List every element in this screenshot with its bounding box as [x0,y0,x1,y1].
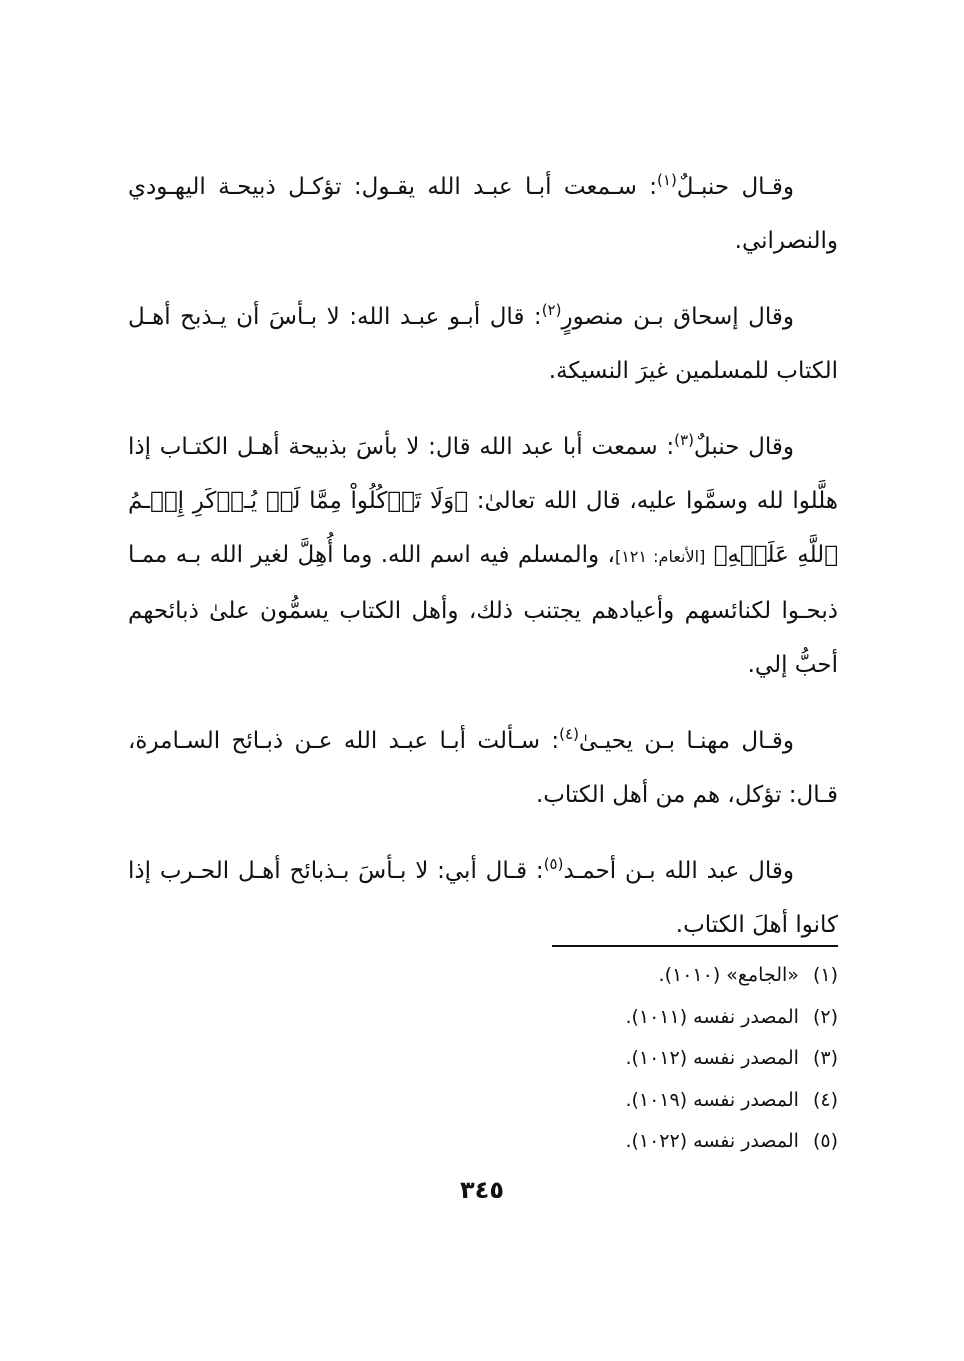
page-number: ٣٤٥ [460,1176,504,1204]
footnote-reference: (٥) [543,855,564,873]
footnote-reference: (٢) [541,301,562,319]
quran-verse: ﴿وَلَا تَأۡكُلُواْ مِمَّا لَمۡ يُـذۡكَرِ إِسۡـمُ ٱللَّهِ عَلَيۡهِ﴾ [128,488,838,568]
paragraph-text: وقـال مهنـا بـن يحيـىٰ [578,728,794,754]
paragraph-text: وقال عبد الله بـن أحمـد [563,858,794,884]
footnote-text: المصدر نفسه (١٠١٩). [625,1088,799,1111]
paragraph-1 [128,160,838,268]
footnote-number: (٢) [812,1005,838,1028]
paragraph-4 [128,714,838,822]
footnote-number: (٥) [812,1130,838,1152]
footnote-reference: (١) [657,171,677,189]
paragraph-text: وقـال حنبـلٌ [676,174,794,200]
paragraph-text: : سـمعت أبـا عبـد الله يقـول: تؤكـل ذبيحـة اليهـودي والنصراني. [128,174,838,254]
footnote-number: (٣) [812,1047,838,1069]
footnote-item [440,1080,838,1122]
paragraph-text: : سمعت أبا عبد الله قال: لا بأسَ بذبيحة أهـل الكتـاب إذا هلَّلوا لله وسمَّوا عليه، قال الله تعالىٰ: [128,434,838,514]
paragraph-5 [128,844,838,952]
footnote-item [440,997,838,1039]
paragraph-3 [128,420,838,692]
footnote-text: «الجامع» (١٠١٠). [658,964,799,986]
paragraph-text: ، والمسلم فيه اسم الله. وما أُهِلَّ لغير الله بـه ممـا ذبحـوا لكنائسهم وأعيادهم يجتنب ذلك، وأهل الكتاب يسمُّون علىٰ ذبائحهم أحبُّ إلي. [128,542,838,678]
footnote-text: المصدر نفسه (١٠٢٢). [625,1130,799,1152]
paragraph-text: وقال حنبلٌ [693,434,794,460]
footnote-number: (٤) [812,1088,838,1111]
footnote-text: المصدر نفسه (١٠١١). [625,1005,799,1028]
footnote-text: المصدر نفسه (١٠١٢). [625,1047,799,1069]
footnote-divider [552,945,838,947]
footnotes [440,955,838,1163]
footnote-reference: (٤) [559,725,579,743]
paragraph-text: : سـألت أبـا عبـد الله عـن ذبـائح السـامرة، قـال: تؤكل، هم من أهل الكتاب. [128,728,838,808]
paragraph-text: : قال أبـو عبـد الله: لا بـأسَ أن يـذبح أهـل الكتاب للمسلمين غيرَ النسيكة. [128,304,838,384]
paragraph-2 [128,290,838,398]
footnote-item [440,1121,838,1163]
footnote-reference: (٣) [674,431,694,449]
footnote-item [440,955,838,997]
paragraph-text: وقال إسحاق بـن منصورٍ [561,304,794,330]
main-text [128,160,838,974]
paragraph-text: : قـال أبي: لا بـأسَ بـذبائح أهـل الحـرب إذا كانوا أهلَ الكتاب. [128,858,838,938]
footnote-item [440,1038,838,1080]
verse-citation: [الأنعام: ١٢١] [614,547,706,566]
footnote-number: (١) [812,964,838,986]
